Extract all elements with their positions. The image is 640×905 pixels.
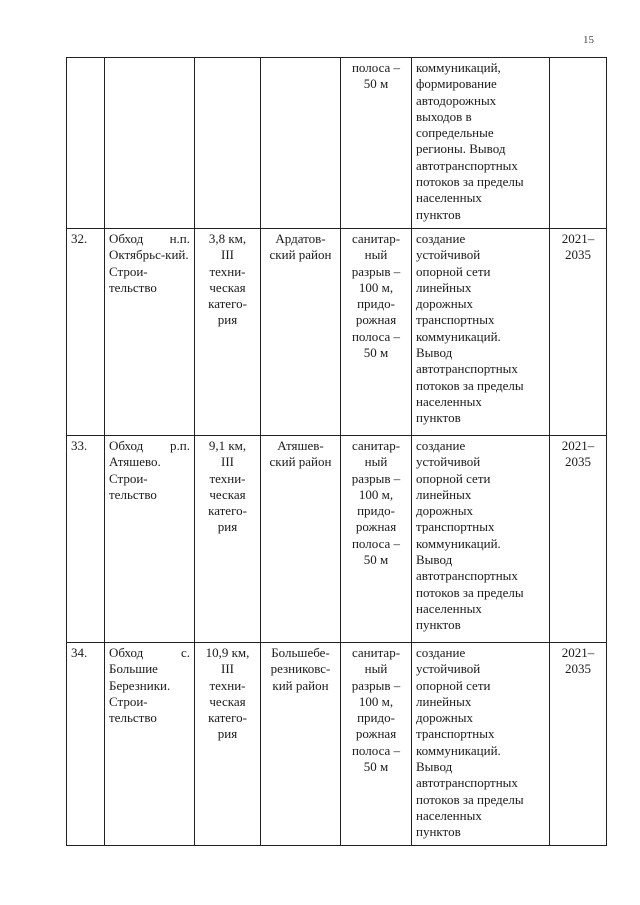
purpose-line: устойчивой <box>416 247 481 263</box>
purpose-line: потоков за пределы <box>416 174 524 190</box>
length-line: катего- <box>208 710 247 726</box>
table-row-continuation <box>67 58 607 229</box>
zone-line: 50 м <box>363 76 389 92</box>
purpose-line: автотранспортных <box>416 775 518 791</box>
zone-line: 100 м, <box>358 693 394 709</box>
cell-length <box>195 643 261 846</box>
purpose-line: автотранспортных <box>416 568 518 584</box>
zone-line: 100 м, <box>358 279 394 295</box>
purpose-line: опорной сети <box>416 470 491 486</box>
zone-line: разрыв – <box>351 677 401 693</box>
zone-line: разрыв – <box>351 470 401 486</box>
length-line: 10,9 км, <box>205 645 250 660</box>
purpose-line: линейных <box>416 486 472 502</box>
purpose-line: населенных <box>416 393 482 409</box>
cell-length <box>195 436 261 643</box>
purpose-line: дорожных <box>416 503 473 519</box>
cell-zone <box>341 436 412 643</box>
zone-line: полоса – <box>351 60 401 75</box>
table-row-33 <box>67 436 607 643</box>
zone-line: 50 м <box>363 345 389 361</box>
cell-purpose <box>412 58 550 229</box>
purpose-line: сопредельные <box>416 125 494 141</box>
length-line: III <box>221 247 234 263</box>
cell-zone <box>341 58 412 229</box>
period-line: 2021– <box>561 231 595 246</box>
purpose-line: пунктов <box>416 824 461 840</box>
purpose-line: формирование <box>416 76 497 92</box>
length-line: 3,8 км, <box>208 231 247 246</box>
cell-purpose <box>412 229 550 436</box>
purpose-line: дорожных <box>416 710 473 726</box>
purpose-line: населенных <box>416 807 482 823</box>
length-line: ческая <box>209 486 246 502</box>
purpose-line: выходов в <box>416 108 472 124</box>
purpose-line: автодорожных <box>416 92 497 108</box>
cell-zone <box>341 229 412 436</box>
length-line: катего- <box>208 503 247 519</box>
purpose-line: коммуникаций, <box>416 60 501 75</box>
cell-area <box>261 58 341 229</box>
zone-line: рожная <box>355 519 397 535</box>
length-line: техни- <box>209 263 246 279</box>
period-line: 2035 <box>565 247 591 263</box>
cell-name: Обход н.п. Октябрьс-кий. Строи-тельство <box>105 229 195 436</box>
cell-num: 33. <box>67 436 105 643</box>
length-line: III <box>221 661 234 677</box>
purpose-line: Вывод <box>416 552 453 568</box>
zone-line: придо- <box>357 296 395 312</box>
purpose-line: пунктов <box>416 206 461 222</box>
purpose-line: пунктов <box>416 410 461 426</box>
cell-period <box>550 58 607 229</box>
length-line: ческая <box>209 279 246 295</box>
zone-line: санитар- <box>351 231 401 246</box>
zone-line: полоса – <box>351 742 401 758</box>
cell-num <box>67 58 105 229</box>
period-line: 2035 <box>565 454 591 470</box>
length-line: 9,1 км, <box>208 438 247 453</box>
purpose-line: пунктов <box>416 617 461 633</box>
cell-name <box>105 58 195 229</box>
zone-line: 50 м <box>363 552 389 568</box>
purpose-line: транспортных <box>416 312 495 328</box>
purpose-line: транспортных <box>416 519 495 535</box>
length-line: рия <box>217 312 238 328</box>
zone-line: ный <box>364 247 388 263</box>
purpose-line: линейных <box>416 693 472 709</box>
cell-period <box>550 229 607 436</box>
purpose-line: Вывод <box>416 759 453 775</box>
cell-name: Обход р.п. Атяшево. Строи-тельство <box>105 436 195 643</box>
period-line: 2021– <box>561 645 595 660</box>
purpose-line: автотранспортных <box>416 157 518 173</box>
purpose-line: регионы. Вывод <box>416 141 506 157</box>
cell-area: Атяшев-ский район <box>261 436 341 643</box>
purpose-line: населенных <box>416 600 482 616</box>
cell-period <box>550 436 607 643</box>
purpose-line: потоков за пределы <box>416 584 524 600</box>
zone-line: рожная <box>355 726 397 742</box>
zone-line: полоса – <box>351 535 401 551</box>
zone-line: санитар- <box>351 438 401 453</box>
zone-line: 100 м, <box>358 486 394 502</box>
cell-name: Обход с. Большие Березники. Строи-тельство <box>105 643 195 846</box>
table-body <box>67 58 607 846</box>
purpose-line: транспортных <box>416 726 495 742</box>
purpose-line: создание <box>416 645 466 660</box>
page-number: 15 <box>583 34 594 46</box>
purpose-line: автотранспортных <box>416 361 518 377</box>
purpose-line: опорной сети <box>416 677 491 693</box>
purpose-line: Вывод <box>416 345 453 361</box>
purpose-line: потоков за пределы <box>416 377 524 393</box>
cell-length <box>195 58 261 229</box>
purpose-line: коммуникаций. <box>416 535 501 551</box>
period-line: 2021– <box>561 438 595 453</box>
purpose-line: создание <box>416 438 466 453</box>
cell-purpose <box>412 643 550 846</box>
cell-zone <box>341 643 412 846</box>
zone-line: придо- <box>357 503 395 519</box>
purpose-line: создание <box>416 231 466 246</box>
purpose-line: линейных <box>416 279 472 295</box>
length-line: рия <box>217 519 238 535</box>
length-line: катего- <box>208 296 247 312</box>
infrastructure-table <box>66 57 607 846</box>
table-row-32 <box>67 229 607 436</box>
purpose-line: потоков за пределы <box>416 791 524 807</box>
purpose-line: опорной сети <box>416 263 491 279</box>
length-line: ческая <box>209 693 246 709</box>
zone-line: рожная <box>355 312 397 328</box>
purpose-line: устойчивой <box>416 661 481 677</box>
length-line: III <box>221 454 234 470</box>
cell-area: Ардатов-ский район <box>261 229 341 436</box>
zone-line: ный <box>364 454 388 470</box>
length-line: рия <box>217 726 238 742</box>
period-line: 2035 <box>565 661 591 677</box>
cell-purpose <box>412 436 550 643</box>
purpose-line: населенных <box>416 190 482 206</box>
purpose-line: дорожных <box>416 296 473 312</box>
zone-line: полоса – <box>351 328 401 344</box>
zone-line: санитар- <box>351 645 401 660</box>
cell-length <box>195 229 261 436</box>
zone-line: разрыв – <box>351 263 401 279</box>
cell-num: 32. <box>67 229 105 436</box>
cell-period <box>550 643 607 846</box>
table-row-34 <box>67 643 607 846</box>
length-line: техни- <box>209 677 246 693</box>
cell-num: 34. <box>67 643 105 846</box>
cell-area: Большебе-резниковс-кий район <box>261 643 341 846</box>
length-line: техни- <box>209 470 246 486</box>
zone-line: придо- <box>357 710 395 726</box>
zone-line: 50 м <box>363 759 389 775</box>
purpose-line: коммуникаций. <box>416 328 501 344</box>
zone-line: ный <box>364 661 388 677</box>
purpose-line: устойчивой <box>416 454 481 470</box>
purpose-line: коммуникаций. <box>416 742 501 758</box>
